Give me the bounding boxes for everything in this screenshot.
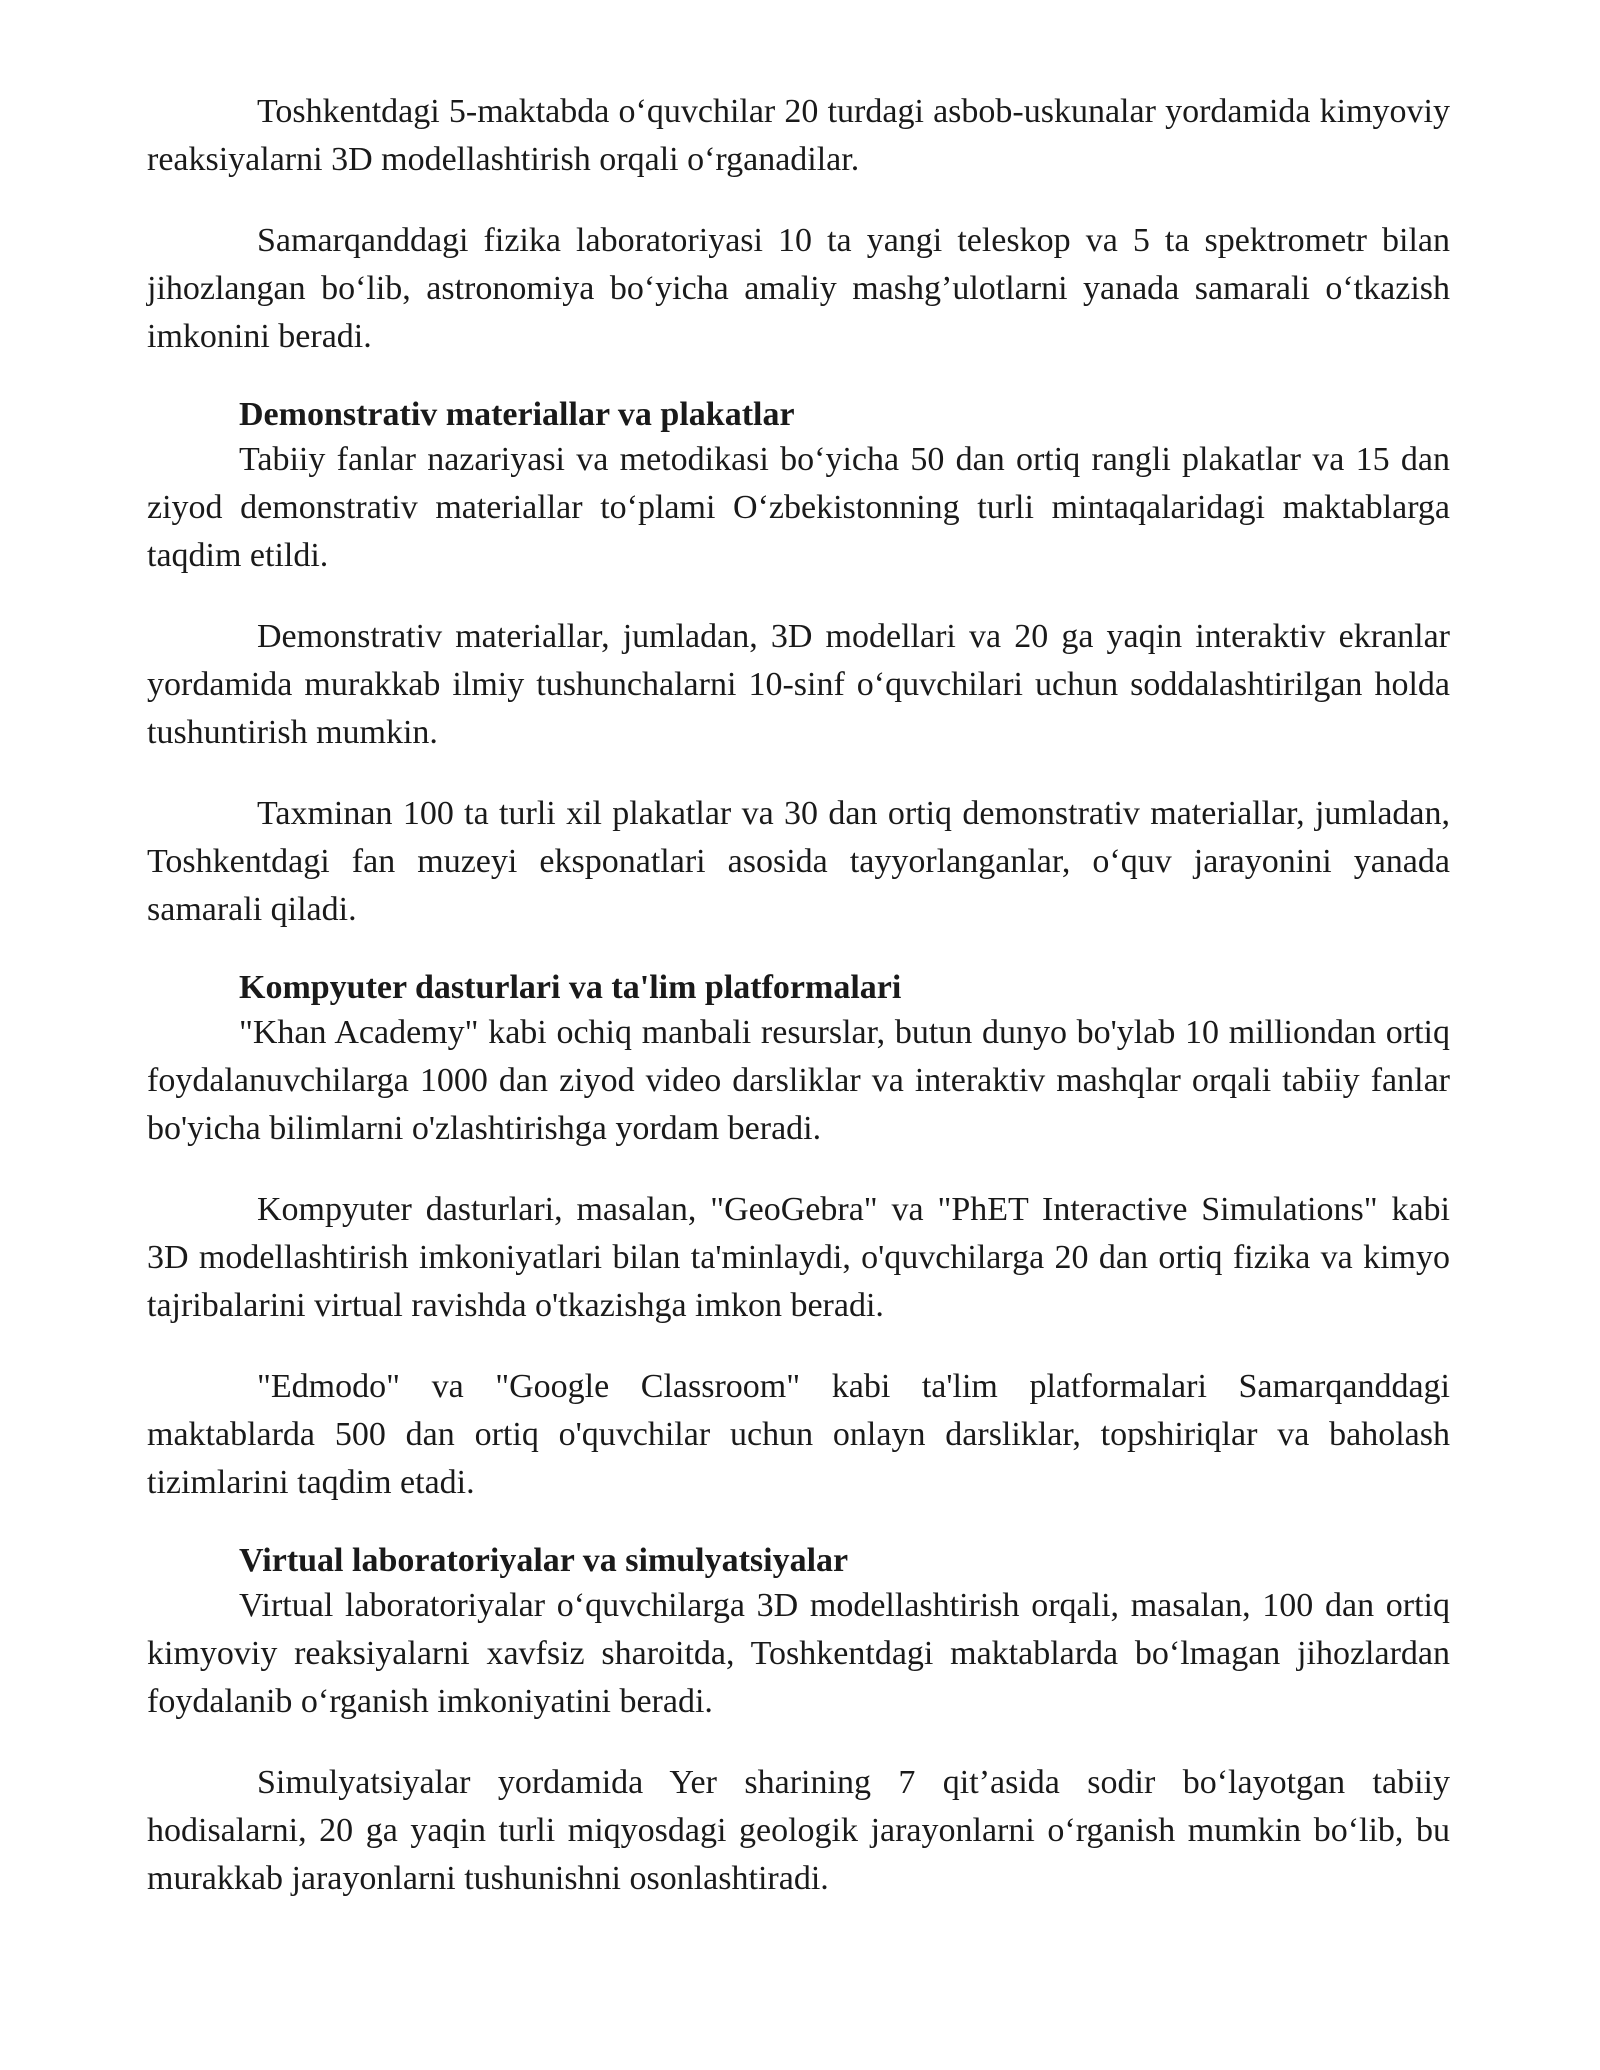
document-page bbox=[147, 88, 1450, 1936]
section-heading: Demonstrativ materiallar va plakatlar bbox=[239, 396, 795, 433]
paragraph: "Edmodo" va "Google Classroom" kabi ta'lim platformalari Samarqanddagi maktablarda 500 dan ortiq o'quvchilar uchun onlayn darsliklar, topshiriqlar va baholash tizimlarini taqdim etadi. bbox=[147, 1368, 1450, 1501]
paragraph: Taxminan 100 ta turli xil plakatlar va 30 dan ortiq demonstrativ materiallar, jumladan, Toshkentdagi fan muzeyi eksponatlari asosida tayyorlanganlar, o‘quv jarayonini yanada samarali qiladi. bbox=[147, 795, 1450, 928]
paragraph: Virtual laboratoriyalar o‘quvchilarga 3D modellashtirish orqali, masalan, 100 dan ortiq kimyoviy reaksiyalarni xavfsiz sharoitda, Toshkentdagi maktablarda bo‘lmagan jihozlardan foydalanib o‘rganish imkoniyatini beradi. bbox=[147, 1587, 1450, 1720]
paragraph: "Khan Academy" kabi ochiq manbali resurslar, butun dunyo bo'ylab 10 milliondan ortiq foydalanuvchilarga 1000 dan ziyod video darsliklar va interaktiv mashqlar orqali tabiiy fanlar bo'yicha bilimlarni o'zlashtirishga yordam beradi. bbox=[147, 1014, 1450, 1147]
paragraph: Toshkentdagi 5-maktabda o‘quvchilar 20 turdagi asbob-uskunalar yordamida kimyoviy reaksiyalarni 3D modellashtirish orqali o‘rganadilar. bbox=[147, 93, 1450, 178]
section-heading: Virtual laboratoriyalar va simulyatsiyalar bbox=[239, 1542, 849, 1579]
paragraph: Samarqanddagi fizika laboratoriyasi 10 ta yangi teleskop va 5 ta spektrometr bilan jihozlangan bo‘lib, astronomiya bo‘yicha amaliy mashg’ulotlarni yanada samarali o‘tkazish imkonini beradi. bbox=[147, 222, 1450, 355]
paragraph: Simulyatsiyalar yordamida Yer sharining 7 qit’asida sodir bo‘layotgan tabiiy hodisalarni, 20 ga yaqin turli miqyosdagi geologik jarayonlarni o‘rganish mumkin bo‘lib, bu murakkab jarayonlarni tushunishni osonlashtiradi. bbox=[147, 1764, 1450, 1897]
paragraph: Tabiiy fanlar nazariyasi va metodikasi bo‘yicha 50 dan ortiq rangli plakatlar va 15 dan ziyod demonstrativ materiallar to‘plami O‘zbekistonning turli mintaqalaridagi maktablarga taqdim etildi. bbox=[147, 441, 1450, 574]
paragraph: Kompyuter dasturlari, masalan, "GeoGebra" va "PhET Interactive Simulations" kabi 3D modellashtirish imkoniyatlari bilan ta'minlaydi, o'quvchilarga 20 dan ortiq fizika va kimyo tajribalarini virtual ravishda o'tkazishga imkon beradi. bbox=[147, 1191, 1450, 1324]
section-heading: Kompyuter dasturlari va ta'lim platformalari bbox=[239, 969, 902, 1006]
paragraph: Demonstrativ materiallar, jumladan, 3D modellari va 20 ga yaqin interaktiv ekranlar yordamida murakkab ilmiy tushunchalarni 10-sinf o‘quvchilari uchun soddalashtirilgan holda tushuntirish mumkin. bbox=[147, 618, 1450, 751]
